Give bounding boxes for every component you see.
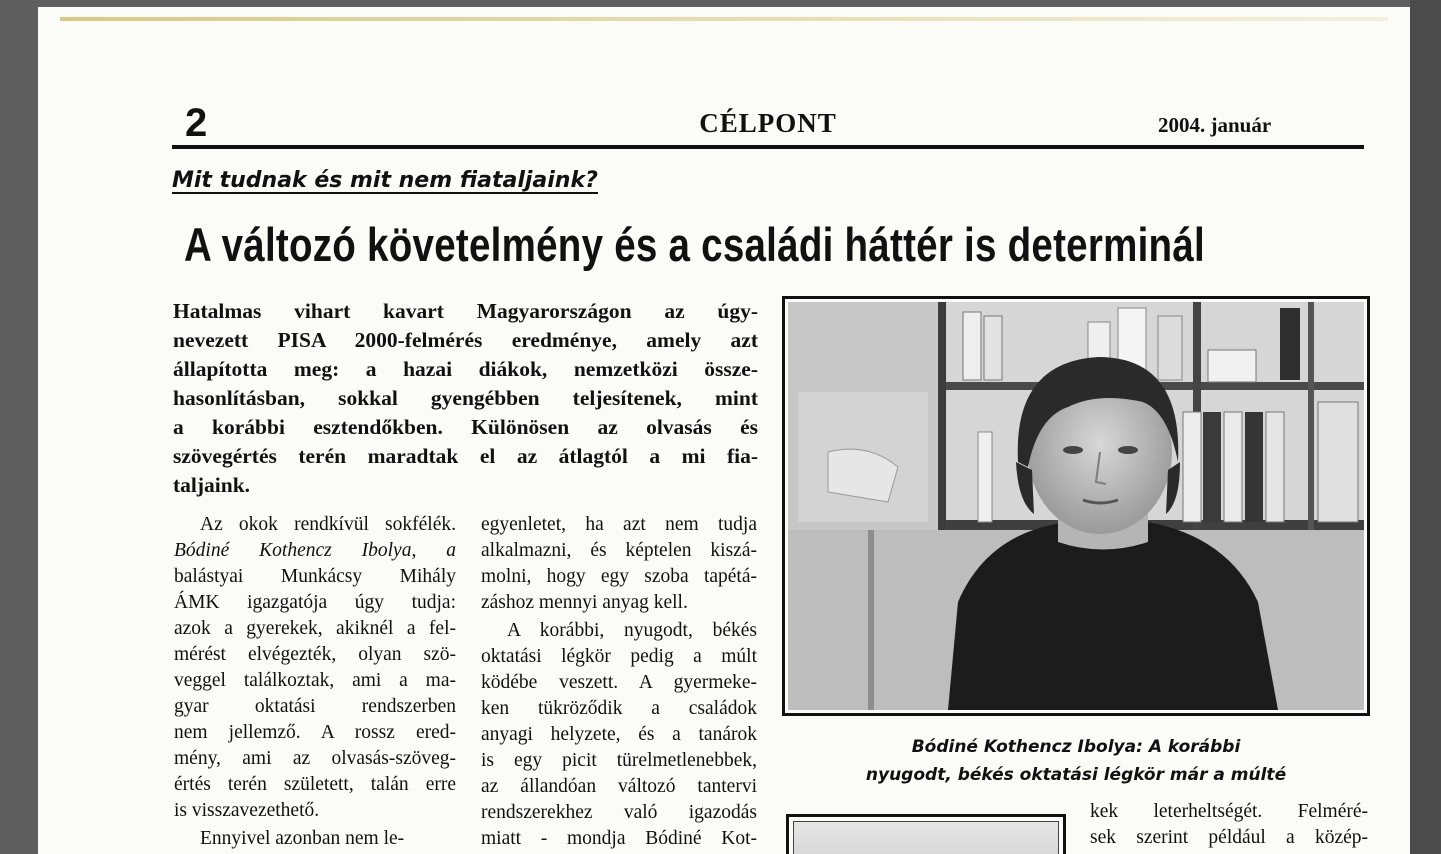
column-line: mény, ami az olvasás-szöveg- <box>174 748 456 769</box>
column-line: balástyai Munkácsy Mihály <box>174 566 456 587</box>
column-line: gyar oktatási rendszerben <box>174 696 456 717</box>
column-line: is visszavezethető. <box>174 800 320 821</box>
article-column-1 <box>174 512 456 852</box>
article-column-2 <box>481 512 757 852</box>
header-rule <box>172 145 1364 149</box>
caption-line: Bódiné Kothencz Ibolya: A korábbi <box>911 737 1241 757</box>
column-line: kek leterheltségét. Felméré- <box>1090 801 1368 822</box>
column-line: rendszerekhez való igazodás <box>481 802 757 823</box>
page-top-rule <box>60 17 1388 21</box>
column-line: ÁMK igazgatója úgy tudja: <box>174 592 456 613</box>
column-line: mérést elvégezték, olyan szö- <box>174 644 456 665</box>
column-line: anyagi helyzete, és a tanárok <box>481 724 757 745</box>
masthead: CÉLPONT <box>699 108 837 138</box>
issue-date: 2004. január <box>1158 113 1272 137</box>
article-kicker: Mit tudnak és mit nem fiataljaink? <box>172 168 598 193</box>
lead-line: a korábbi esztendőkben. Különösen az olvasás és <box>173 415 758 439</box>
column-line: oktatási légkör pedig a múlt <box>481 646 757 667</box>
lead-line: állapította meg: a hazai diákok, nemzetközi össze- <box>173 357 758 381</box>
column-line: alkalmazni, és képtelen kiszá- <box>481 540 757 561</box>
column-line: Az okok rendkívül sokfélék. <box>200 514 456 535</box>
page-number: 2 <box>185 101 208 145</box>
column-line: az állandóan változó tantervi <box>481 776 757 797</box>
article-column-3 <box>1090 799 1368 851</box>
lead-line: Hatalmas vihart kavart Magyarországon az úgy- <box>173 299 758 323</box>
column-line: molni, hogy egy szoba tapétá- <box>481 566 757 587</box>
newspaper-page <box>38 7 1410 854</box>
second-photo <box>786 814 1066 854</box>
portrait-photo-image <box>788 302 1364 710</box>
column-line: azok a gyerekek, akiknél a fel- <box>174 618 456 639</box>
column-line: Bódiné Kothencz Ibolya, a <box>174 540 456 561</box>
column-line: egyenletet, ha azt nem tudja <box>481 514 757 535</box>
lead-line: hasonlításban, sokkal gyengébben teljesítenek, mint <box>173 386 758 410</box>
column-line: nem jellemző. A rossz ered- <box>174 722 456 743</box>
second-photo-image <box>793 821 1059 854</box>
column-line: miatt - mondja Bódiné Kot- <box>481 828 757 849</box>
column-line: Ennyivel azonban nem le- <box>200 828 405 849</box>
column-line: veggel találkoztak, ami a ma- <box>174 670 456 691</box>
column-line: értés terén született, talán erre <box>174 774 456 795</box>
column-line: záshoz mennyi anyag kell. <box>481 592 688 613</box>
column-line: A korábbi, nyugodt, békés <box>507 620 757 641</box>
viewer-scroll-gutter[interactable] <box>1410 0 1441 854</box>
column-line: ködébe veszett. A gyermeke- <box>481 672 757 693</box>
lead-line: taljaink. <box>173 473 251 497</box>
column-line: sek szerint például a közép- <box>1090 827 1368 848</box>
article-headline: A változó követelmény és a családi háttér is determinál <box>184 218 1205 271</box>
photo-caption <box>782 733 1370 789</box>
column-line: is egy picit türelmetlenebbek, <box>481 750 757 771</box>
lead-line: nevezett PISA 2000-felmérés eredménye, amely azt <box>173 328 758 352</box>
article-lead <box>173 297 758 500</box>
caption-line: nyugodt, békés oktatási légkör már a múlté <box>865 765 1287 785</box>
portrait-photo <box>782 296 1370 716</box>
column-line: ken tükröződik a családok <box>481 698 757 719</box>
lead-line: szövegértés terén maradtak el az átlagtól a mi fia- <box>173 444 758 468</box>
